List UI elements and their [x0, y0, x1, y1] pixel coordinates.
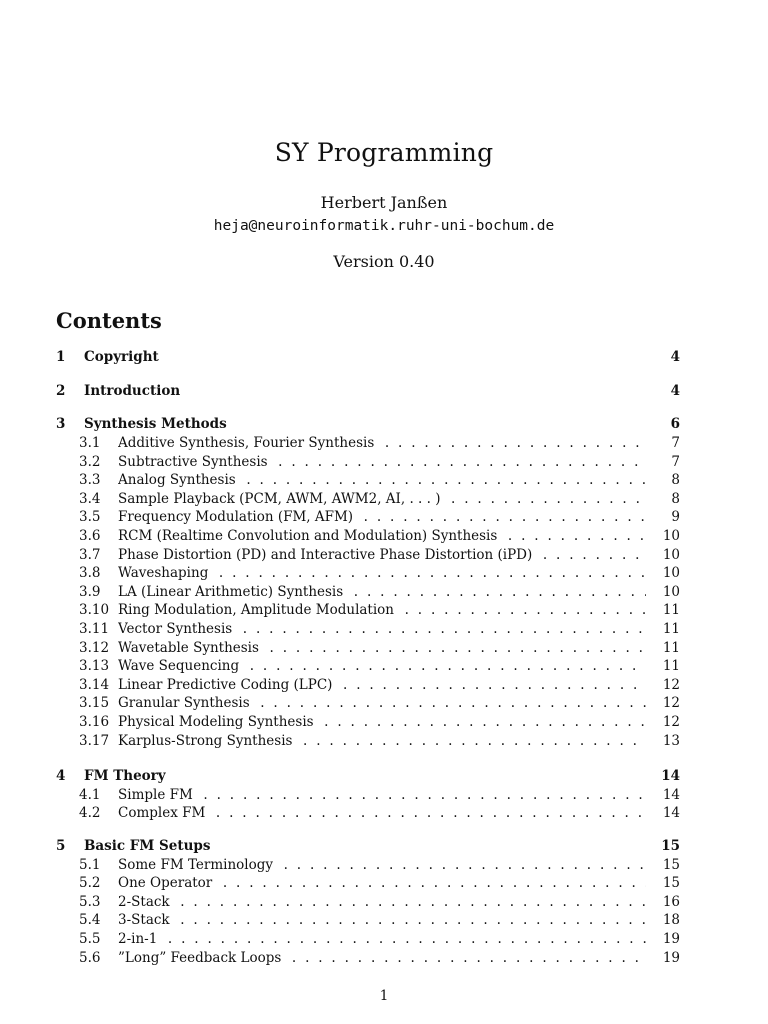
- toc-subsection[interactable]: [56, 601, 680, 619]
- toc-section-number: 4: [56, 768, 66, 784]
- toc-subsection-label: Complex FM: [118, 805, 209, 821]
- toc-section[interactable]: [56, 415, 680, 433]
- toc-subsection-page: 12: [662, 714, 680, 730]
- toc-subsection[interactable]: [56, 930, 680, 948]
- toc-subsection-page: 19: [662, 949, 680, 966]
- toc-subsection-number: 4.2: [79, 805, 101, 822]
- toc-subsection-number: 3.9: [79, 583, 101, 600]
- toc-section-label: Introduction: [84, 383, 181, 399]
- toc-section-number: 5: [56, 838, 66, 854]
- toc-subsection-number: 3.15: [79, 695, 110, 712]
- toc-subsection[interactable]: [56, 527, 680, 545]
- toc-subsection-page: 8: [671, 490, 680, 507]
- toc-subsection-page: 7: [671, 435, 680, 451]
- toc-subsection-label: Simple FM: [118, 787, 197, 803]
- toc-section-page: 15: [661, 838, 680, 854]
- toc-subsection[interactable]: [56, 949, 680, 967]
- toc-subsection[interactable]: [56, 804, 680, 822]
- toc-subsection-page: 8: [671, 472, 680, 489]
- toc-subsection-page: 19: [662, 931, 680, 947]
- toc-section-label: Synthesis Methods: [84, 416, 227, 432]
- toc-subsection[interactable]: [56, 732, 680, 750]
- toc-subsection-label: Vector Synthesis: [118, 621, 236, 637]
- toc-subsection-page: 11: [662, 658, 680, 675]
- toc-subsection-label: ”Long” Feedback Loops: [118, 950, 285, 966]
- toc-subsection-number: 3.8: [79, 565, 101, 582]
- toc-subsection[interactable]: [56, 508, 680, 526]
- toc-subsection-number: 3.1: [79, 435, 101, 451]
- toc-subsection-label: Some FM Terminology: [118, 857, 277, 873]
- toc-subsection[interactable]: [56, 471, 680, 489]
- toc-subsection-number: 3.6: [79, 528, 101, 544]
- toc-subsection-page: 14: [662, 786, 680, 803]
- toc-subsection-label: Ring Modulation, Amplitude Modulation: [118, 602, 398, 618]
- toc-subsection-label: Sample Playback (PCM, AWM, AWM2, AI, . . . ): [118, 491, 444, 507]
- toc-subsection-page: 9: [671, 509, 680, 526]
- toc-subsection-label: One Operator: [118, 875, 216, 891]
- toc-subsection-page: 11: [662, 602, 680, 619]
- toc-subsection-label: LA (Linear Arithmetic) Synthesis: [118, 584, 347, 600]
- toc-subsection-number: 3.3: [79, 472, 101, 489]
- toc-section-label: FM Theory: [84, 768, 166, 784]
- toc-subsection-page: 14: [662, 805, 680, 822]
- toc-subsection-page: 11: [662, 639, 680, 656]
- toc-section-page: 14: [661, 768, 680, 784]
- toc-subsection-number: 5.4: [79, 912, 101, 929]
- toc-subsection[interactable]: [56, 490, 680, 508]
- toc-subsection-page: 16: [662, 893, 680, 910]
- toc-subsection[interactable]: [56, 874, 680, 892]
- toc-section-number: 2: [56, 383, 66, 399]
- toc-subsection-number: 3.5: [79, 509, 101, 526]
- toc-section[interactable]: [56, 837, 680, 855]
- toc-subsection-label: 2-in-1: [118, 931, 161, 947]
- toc-subsection-label: Analog Synthesis: [118, 472, 240, 488]
- toc-subsection-number: 5.5: [79, 931, 101, 947]
- toc-subsection-number: 3.13: [79, 658, 110, 675]
- toc-subsection[interactable]: [56, 713, 680, 731]
- toc-subsection-number: 5.2: [79, 875, 101, 892]
- toc-section-number: 3: [56, 416, 66, 432]
- toc-subsection-page: 10: [662, 583, 680, 600]
- toc-subsection-page: 10: [662, 528, 680, 544]
- document-title: SY Programming: [274, 138, 494, 167]
- toc-subsection[interactable]: [56, 893, 680, 911]
- toc-subsection-page: 15: [662, 856, 680, 873]
- toc-subsection[interactable]: [56, 639, 680, 657]
- toc-subsection-page: 10: [662, 565, 680, 582]
- toc-subsection-page: 12: [662, 695, 680, 712]
- toc-subsection[interactable]: [56, 453, 680, 471]
- toc-subsection-page: 12: [662, 676, 680, 693]
- toc-subsection-label: Frequency Modulation (FM, AFM): [118, 509, 357, 525]
- toc-subsection-label: Granular Synthesis: [118, 695, 254, 711]
- toc-subsection-label: 3-Stack: [118, 912, 174, 928]
- author-name: Herbert Janßen: [320, 193, 448, 212]
- toc-section-page: 6: [670, 416, 680, 432]
- toc-subsection-label: Waveshaping: [118, 565, 212, 581]
- toc-subsection-number: 5.3: [79, 893, 101, 910]
- toc-subsection-page: 18: [662, 912, 680, 929]
- toc-subsection-number: 4.1: [79, 786, 101, 803]
- toc-subsection-page: 15: [662, 875, 680, 892]
- toc-subsection[interactable]: [56, 911, 680, 929]
- toc-subsection-label: Phase Distortion (PD) and Interactive Phase Distortion (iPD): [118, 547, 536, 563]
- toc-section-page: 4: [670, 383, 680, 399]
- toc-subsection-number: 5.6: [79, 949, 101, 966]
- toc-subsection-page: 7: [671, 453, 680, 470]
- toc-subsection[interactable]: [56, 694, 680, 712]
- toc-subsection[interactable]: [56, 856, 680, 874]
- toc-section[interactable]: [56, 382, 680, 400]
- toc-section[interactable]: [56, 348, 680, 366]
- toc-subsection-number: 3.2: [79, 453, 101, 470]
- toc-subsection[interactable]: [56, 620, 680, 638]
- toc-subsection-number: 3.4: [79, 490, 101, 507]
- toc-subsection[interactable]: [56, 583, 680, 601]
- toc-subsection-label: Wavetable Synthesis: [118, 640, 263, 656]
- toc-subsection-label: Karplus-Strong Synthesis: [118, 733, 296, 749]
- toc-subsection-label: Linear Predictive Coding (LPC): [118, 677, 336, 693]
- document-version: Version 0.40: [333, 252, 435, 271]
- contents-heading: Contents: [56, 308, 162, 333]
- toc-subsection[interactable]: [56, 676, 680, 694]
- toc-subsection-page: 13: [662, 732, 680, 749]
- toc-subsection-number: 3.14: [79, 676, 110, 693]
- toc-subsection-number: 5.1: [79, 856, 101, 873]
- toc-section-page: 4: [670, 349, 680, 365]
- toc-subsection[interactable]: [56, 546, 680, 564]
- toc-subsection-number: 3.11: [79, 621, 110, 637]
- toc-subsection-label: Additive Synthesis, Fourier Synthesis: [118, 435, 378, 451]
- toc-subsection-page: 10: [662, 546, 680, 563]
- author-email: heja@neuroinformatik.ruhr-uni-bochum.de: [213, 218, 555, 234]
- toc-subsection-number: 3.10: [79, 602, 110, 619]
- toc-subsection-number: 3.17: [79, 732, 110, 749]
- toc-subsection[interactable]: [56, 786, 680, 804]
- toc-subsection-number: 3.7: [79, 546, 101, 563]
- toc-subsection-label: Subtractive Synthesis: [118, 454, 272, 470]
- toc-subsection-label: Wave Sequencing: [118, 658, 243, 674]
- page-number: 1: [379, 988, 389, 1004]
- toc-subsection-page: 11: [662, 621, 680, 637]
- toc-subsection-label: 2-Stack: [118, 894, 174, 910]
- toc-subsection-label: RCM (Realtime Convolution and Modulation) Synthesis: [118, 528, 501, 544]
- toc-section-label: Copyright: [84, 349, 159, 365]
- toc-subsection-label: Physical Modeling Synthesis: [118, 714, 318, 730]
- toc-subsection[interactable]: [56, 564, 680, 582]
- toc-section[interactable]: [56, 767, 680, 785]
- toc-subsection-number: 3.12: [79, 639, 110, 656]
- toc-section-number: 1: [56, 349, 66, 365]
- toc-subsection-number: 3.16: [79, 714, 110, 730]
- toc-section-label: Basic FM Setups: [84, 838, 211, 854]
- toc-subsection[interactable]: [56, 657, 680, 675]
- toc-subsection[interactable]: [56, 434, 680, 452]
